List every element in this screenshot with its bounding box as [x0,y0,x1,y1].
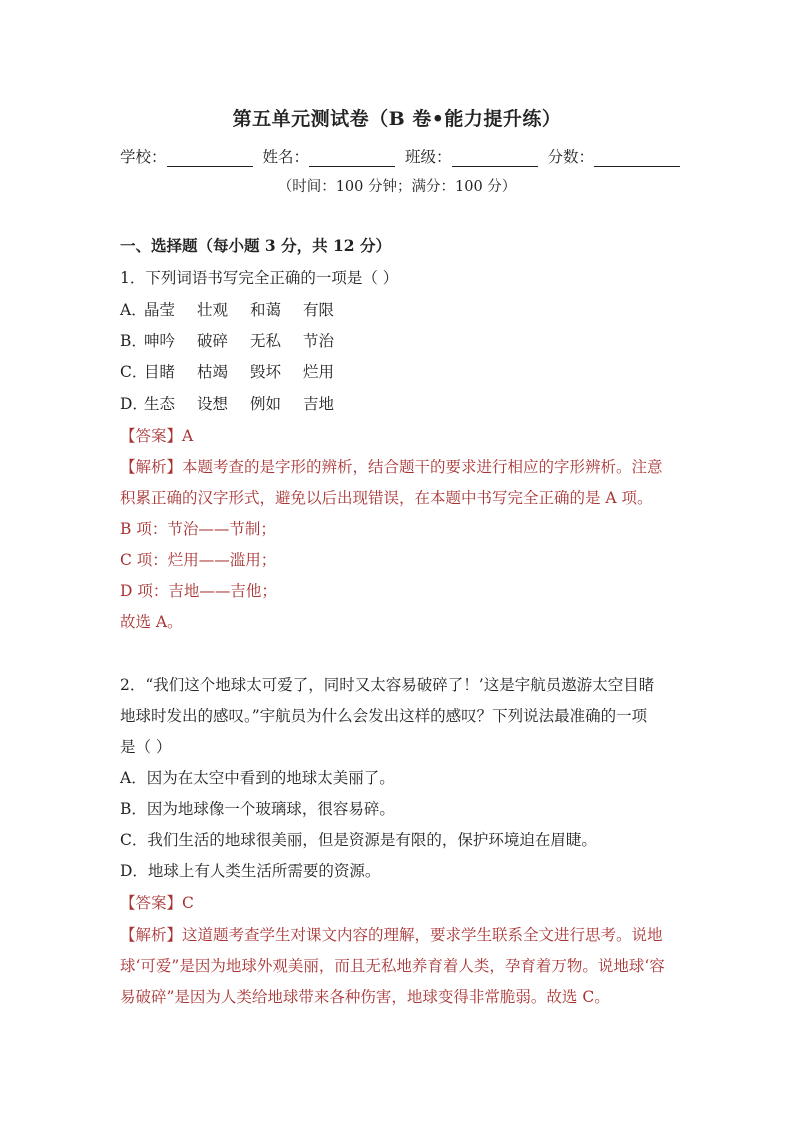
question-2-stem: 地球时发出的感叹。”宇航员为什么会发出这样的感叹？下列说法最准确的一项 [120,707,648,725]
option-key: B． [120,332,147,350]
option-word: 目睹 [144,363,176,381]
question-1-analysis: 积累正确的汉字形式，避免以后出现错误，在本题中书写完全正确的是 A 项。 [120,489,653,507]
option-word: 有限 [303,301,335,319]
question-1-answer: 【答案】A [120,427,194,445]
school-label: 学校： [120,148,167,166]
question-1-analysis: 【解析】本题考查的是字形的辨析，结合题干的要求进行相应的字形辨析。注意 [120,458,663,476]
question-2-analysis: 【解析】这道题考查学生对课文内容的理解，要求学生联系全文进行思考。说地 [120,926,663,944]
question-1-note-b: B 项：节治——节制； [120,520,276,538]
question-1-conclusion: 故选 A。 [120,613,183,631]
question-2-option-b: B．因为地球像一个玻璃球，很容易碎。 [120,800,395,818]
option-word: 壮观 [197,301,229,319]
question-2-stem: 是（ ） [120,738,172,756]
question-2-option-a: A．因为在太空中看到的地球太美丽了。 [120,769,395,787]
option-word: 毁坏 [250,363,282,381]
question-2-answer: 【答案】C [120,894,194,912]
question-1-option-c [120,362,356,382]
question-1-note-c: C 项：烂用——滥用； [120,551,277,569]
option-word: 烂用 [303,363,335,381]
name-blank [309,150,395,167]
question-1-note-d: D 项：吉地——吉他； [120,582,277,600]
option-word: 吉地 [303,395,335,413]
score-blank [594,150,680,167]
question-2-option-c: C．我们生活的地球很美丽，但是资源是有限的，保护环境迫在眉睫。 [120,831,597,849]
question-2-analysis: 易破碎”是因为人类给地球带来各种伤害，地球变得非常脆弱。故选 C。 [120,988,610,1006]
exam-time-info: （时间：100 分钟；满分：100 分） [277,179,517,195]
name-label: 姓名： [262,148,310,166]
question-1-option-d [120,394,356,414]
option-word: 和蔼 [250,301,282,319]
question-1-option-b [120,331,356,351]
option-word: 晶莹 [144,301,176,319]
option-word: 设想 [197,395,229,413]
section-heading: 一、选择题（每小题 3 分，共 12 分） [120,236,391,255]
option-word: 例如 [250,395,282,413]
option-word: 节治 [303,332,335,350]
question-2-stem: 2．“我们这个地球太可爱了，同时又太容易破碎了！’这是宇航员遨游太空目睹 [120,676,655,694]
page-title: 第五单元测试卷（B 卷•能力提升练） [232,108,562,130]
option-word: 生态 [144,395,176,413]
question-2-option-d: D．地球上有人类生活所需要的资源。 [120,862,381,880]
option-key: C． [120,363,148,381]
option-word: 无私 [250,332,282,350]
option-word: 破碎 [197,332,229,350]
score-label: 分数： [547,148,595,166]
option-word: 呻吟 [144,332,176,350]
student-info-row [120,145,680,167]
question-2-analysis: 球‘可爱”是因为地球外观美丽，而且无私地养育着人类，孕育着万物。说地球‘容 [120,957,665,975]
class-blank [452,150,538,167]
option-key: D． [120,395,148,413]
question-1-stem: 1．下列词语书写完全正确的一项是（ ） [120,269,399,287]
option-word: 枯竭 [197,363,229,381]
question-1-option-a [120,300,356,320]
class-label: 班级： [405,148,452,166]
option-key: A． [120,301,147,319]
school-blank [167,150,253,167]
